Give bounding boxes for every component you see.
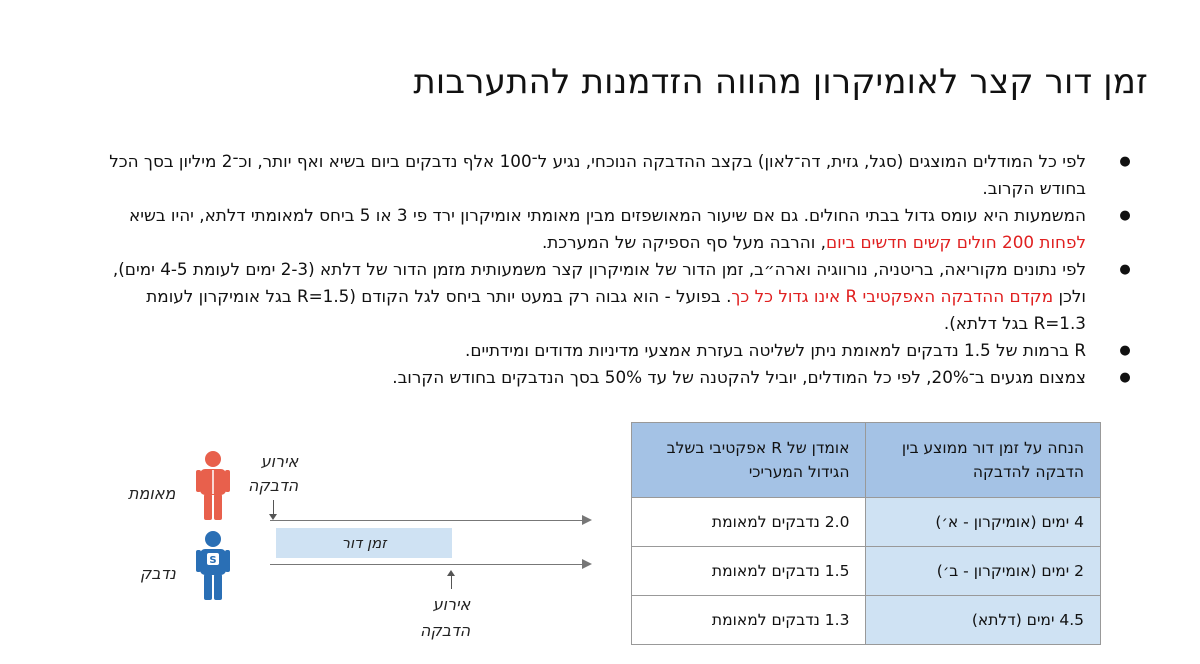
- table-row: [632, 547, 1101, 596]
- infected-timeline: [270, 564, 584, 565]
- table-cell: 2.0 נדבקים למאומת: [632, 498, 866, 547]
- generation-time-diagram: [0, 420, 620, 664]
- table-cell: 4.5 ימים (דלתא): [866, 596, 1101, 645]
- table-row: [632, 596, 1101, 645]
- confirmed-person-icon: [196, 450, 230, 522]
- bullet-dot-icon: ●: [1119, 343, 1131, 358]
- infected-label: נדבק: [140, 564, 176, 583]
- confirmed-label: מאומת: [128, 484, 176, 503]
- bullet-text: המשמעות היא עומס גדול בבתי החולים. גם אם שיעור המאושפזים מבין מאומתי אומיקרון ירד פי 3 או 5 ביחס למאומתי דלתא, יהיו בשיא: [128, 205, 1086, 225]
- table-header-cell: הנחה על זמן דור ממוצע בין הדבקה להדבקה: [866, 423, 1101, 498]
- bullet-text: לפי נתונים מקוריאה, בריטניה, נורווגיה וארה״ב, זמן הדור של אומיקרון קצר משמעותית מזמן הדור של דלתא (2-3 ימים לעומת 4-5 ימים), ולכן: [112, 259, 1086, 306]
- slide-title: זמן דור קצר לאומיקרון מהווה הזדמנות להתערבות: [413, 62, 1148, 102]
- table-cell: 1.5 נדבקים למאומת: [632, 547, 866, 596]
- bullet-text: , והרבה מעל סף הספיקה של המערכת.: [541, 232, 826, 252]
- bullet-text: . בפועל - הוא גבוה רק במעט יותר ביחס לגל הקודם (R=1.5 בגל אומיקרון לעומת R=1.3 בגל דלתא).: [146, 286, 1086, 333]
- table-cell: 1.3 נדבקים למאומת: [632, 596, 866, 645]
- bullet-highlight: מקדם ההדבקה האפקטיבי R אינו גדול כל כך: [731, 286, 1054, 306]
- bullet-dot-icon: ●: [1119, 154, 1131, 169]
- bullet-list: [92, 148, 1132, 391]
- bullet-item: [92, 148, 1132, 202]
- r-estimate-table: [631, 422, 1101, 645]
- bullet-dot-icon: ●: [1119, 262, 1131, 277]
- event-label-bottom: אירוע הדבקה: [420, 595, 471, 640]
- bullet-item: [92, 256, 1132, 337]
- arrow-right-icon: [582, 515, 592, 525]
- table-header-row: [632, 423, 1101, 498]
- person-badge: S: [209, 555, 217, 566]
- bullet-highlight: לפחות 200 חולים קשים חדשים ביום: [825, 232, 1086, 252]
- table-header-cell: אומדן של R אפקטיבי בשלב הגידול המעריכי: [632, 423, 866, 498]
- table-row: [632, 498, 1101, 547]
- table-cell: 2 ימים (אומיקרון - ב׳): [866, 547, 1101, 596]
- event-arrow-bottom: [451, 575, 452, 589]
- bullet-dot-icon: ●: [1119, 370, 1131, 385]
- bullet-text: צמצום מגעים ב־20%, לפי כל המודלים, יוביל להקטנה של עד 50% בסך הנדבקים בחודש הקרוב.: [392, 367, 1086, 387]
- arrow-right-icon: [582, 559, 592, 569]
- generation-time-box: זמן דור: [276, 528, 452, 558]
- bullet-text: R ברמות של 1.5 נדבקים למאומת ניתן לשליטה בעזרת אמצעי מדיניות מדודים ומידתיים.: [465, 340, 1086, 360]
- event-label-top: אירוע הדבקה: [248, 452, 299, 495]
- bullet-dot-icon: ●: [1119, 208, 1131, 223]
- bullet-item: [92, 364, 1132, 391]
- bullet-item: [92, 337, 1132, 364]
- infected-person-icon: [196, 530, 230, 602]
- confirmed-timeline: [270, 520, 584, 521]
- bullet-item: [92, 202, 1132, 256]
- table-cell: 4 ימים (אומיקרון - א׳): [866, 498, 1101, 547]
- bullet-text: לפי כל המודלים המוצגים (סגל, גזית, דה־לאון) בקצב ההדבקה הנוכחי, נגיע ל־100 אלף נדבקים ביום בשיא ואף יותר, וכ־2 מיליון בסך הכל בחודש הקרוב.: [109, 151, 1086, 198]
